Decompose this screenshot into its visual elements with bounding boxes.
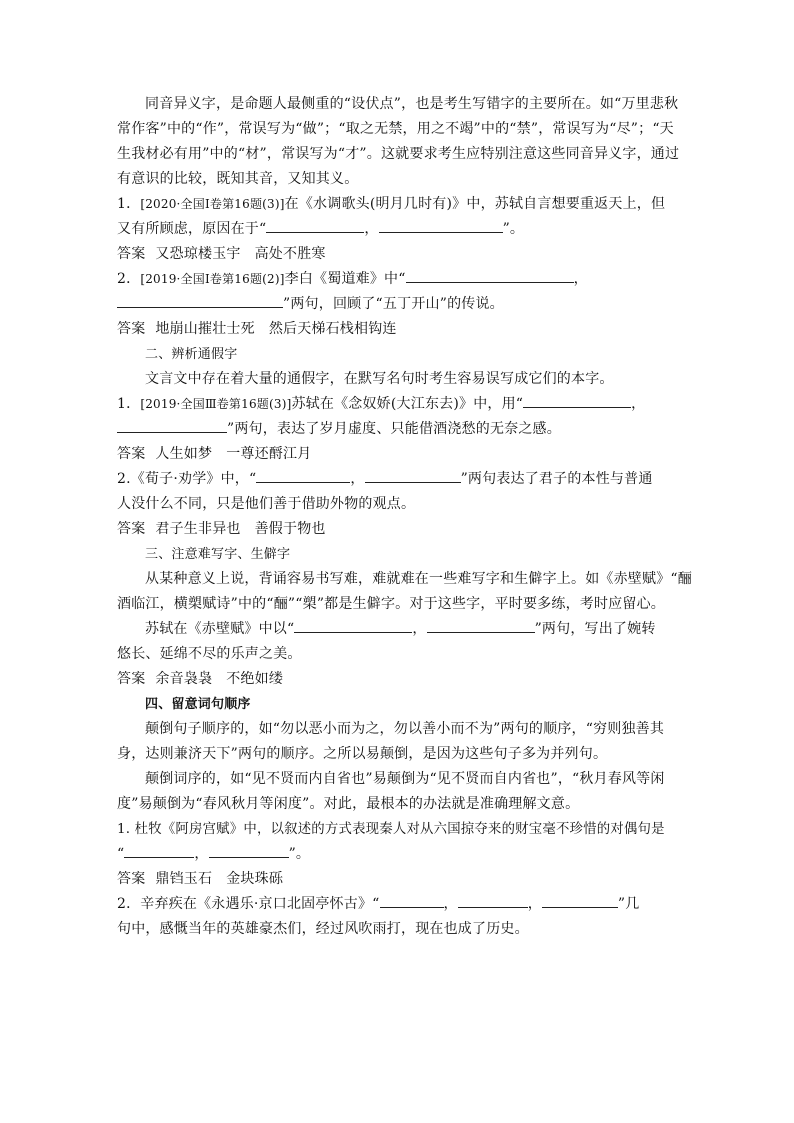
question-text: ”。 [288, 846, 311, 862]
question-number: 1． [117, 196, 141, 212]
answer-label: 答案 [117, 521, 146, 537]
question-text: 苏轼在《念奴娇(大江东去)》中，用“ [291, 396, 524, 412]
question-text: 又有所顾虑，原因在于“ [117, 221, 267, 237]
paragraph-line: 度”易颠倒为“春风秋月等闲度”。对此，最根本的办法就是准确理解文意。 [117, 796, 580, 812]
answer-blank[interactable] [124, 843, 194, 858]
section-heading: 三、注意难写字、生僻字 [145, 547, 291, 562]
answer-blank[interactable] [379, 218, 503, 233]
question-text: “ [117, 846, 125, 862]
answer-blank[interactable] [256, 468, 350, 483]
paragraph-line: 身，达则兼济天下”两句的顺序。之所以易颠倒，是因为这些句子多为并列句。 [117, 746, 608, 762]
document-page [117, 92, 692, 942]
answer-text: 又恐琼楼玉宇 [155, 246, 241, 262]
paragraph-line: 有意识的比较，既知其音，又知其义。 [117, 171, 359, 187]
comma: ， [194, 846, 209, 862]
answer-line [117, 867, 677, 892]
question-line: 句中，感慨当年的英雄豪杰们，经过风吹雨打，现在也成了历史。 [117, 921, 529, 937]
question-text: 2.《荀子·劝学》中，“ [117, 471, 257, 487]
comma: ， [364, 221, 379, 237]
answer-blank[interactable] [117, 418, 227, 433]
question-line [117, 467, 677, 492]
answer-text: 地崩山摧壮士死 [155, 321, 255, 337]
answer-line [117, 317, 677, 342]
question-line: 悠长、延绵不尽的乐声之美。 [117, 646, 302, 662]
question-source: [2019·全国Ⅲ卷第16题(3)] [140, 397, 292, 411]
answer-label: 答案 [117, 446, 146, 462]
answer-blank[interactable] [365, 468, 461, 483]
paragraph-line: 颠倒词序的，如“见不贤而内自省也”易颠倒为“见不贤而自内省也”，“秋月春风等闲 [145, 771, 665, 787]
answer-text: 余音袅袅 [155, 671, 213, 687]
paragraph-line: 生我材必有用”中的“材”，常误写为“才”。这就要求考生应特别注意这些同音异义字，通过 [117, 146, 680, 162]
comma: ， [443, 896, 458, 912]
answer-blank[interactable] [294, 618, 412, 633]
paragraph-line: 文言文中存在着大量的通假字，在默写名句时考生容易误写成它们的本字。 [145, 371, 614, 387]
answer-label: 答案 [117, 321, 146, 337]
comma: ， [527, 896, 542, 912]
question-line [117, 617, 677, 642]
comma: ， [573, 271, 588, 287]
answer-line [117, 442, 677, 467]
question-line [117, 417, 677, 442]
question-text: 李白《蜀道难》中“ [284, 271, 406, 287]
paragraph-line: 同音异义字，是命题人最侧重的“设伏点”，也是考生写错字的主要所在。如“万里悲秋 [145, 96, 679, 112]
question-line [117, 267, 677, 292]
paragraph-line: 常作客”中的“作”，常误写为“做”；“取之无禁，用之不竭”中的“禁”，常误写为“尽”；“天 [117, 121, 674, 137]
answer-text: 金块珠砾 [226, 871, 284, 887]
question-text: ”两句，写出了婉转 [534, 621, 656, 637]
question-line [117, 217, 677, 242]
question-text: ”。 [502, 221, 525, 237]
answer-blank[interactable] [117, 293, 283, 308]
question-line [117, 292, 677, 317]
question-line [117, 392, 677, 417]
answer-text: 人生如梦 [155, 446, 213, 462]
question-line [117, 892, 677, 917]
answer-blank[interactable] [266, 218, 364, 233]
comma: ， [350, 471, 365, 487]
question-text: ”两句表达了君子的本性与普通 [460, 471, 653, 487]
question-text: 在《水调歌头(明月几时有)》中，苏轼自言想要重返天上，但 [284, 196, 666, 212]
question-source: [2019·全国Ⅰ卷第16题(2)] [140, 272, 285, 286]
answer-blank[interactable] [209, 843, 289, 858]
answer-blank[interactable] [542, 893, 618, 908]
question-number: 1． [117, 396, 141, 412]
comma: ， [412, 621, 427, 637]
answer-label: 答案 [117, 671, 146, 687]
answer-text: 高处不胜寒 [254, 246, 326, 262]
answer-text: 鼎铛玉石 [155, 871, 213, 887]
question-text: ”几 [617, 896, 640, 912]
answer-blank[interactable] [523, 393, 631, 408]
paragraph-line: 酒临江，横槊赋诗”中的“酾”“槊”都是生僻字。对于这些字，平时要多练，考时应留心。 [117, 596, 665, 612]
answer-text: 不绝如缕 [226, 671, 284, 687]
paragraph-line: 从某种意义上说，背诵容易书写难，难就难在一些难写字和生僻字上。如《赤壁赋》“酾 [145, 571, 692, 587]
answer-text: 然后天梯石栈相钩连 [268, 321, 397, 337]
question-line [117, 192, 677, 217]
comma: ， [631, 396, 646, 412]
answer-text: 君子生非异也 [155, 521, 241, 537]
paragraph-line: 颠倒句子顺序的，如“勿以恶小而为之，勿以善小而不为”两句的顺序，“穷则独善其 [145, 721, 665, 737]
question-text: 苏轼在《赤壁赋》中以“ [145, 621, 295, 637]
answer-label: 答案 [117, 871, 146, 887]
answer-text: 一尊还酹江月 [226, 446, 312, 462]
answer-blank[interactable] [380, 893, 444, 908]
question-text: 2．辛弃疾在《永遇乐·京口北固亭怀古》“ [117, 896, 380, 912]
question-text: ”两句，表达了岁月虚度、只能借酒浇愁的无奈之感。 [227, 421, 561, 437]
answer-line [117, 517, 677, 542]
answer-line [117, 667, 677, 692]
question-line [117, 842, 677, 867]
answer-label: 答案 [117, 246, 146, 262]
answer-blank[interactable] [406, 268, 574, 283]
answer-blank[interactable] [427, 618, 535, 633]
answer-text: 善假于物也 [254, 521, 326, 537]
question-line: 1. 杜牧《阿房宫赋》中，以叙述的方式表现秦人对从六国掠夺来的财宝毫不珍惜的对偶句是 [117, 822, 665, 837]
question-line: 人没什么不同，只是他们善于借助外物的观点。 [117, 496, 416, 512]
section-heading: 四、留意词句顺序 [145, 697, 251, 712]
section-heading: 二、辨析通假字 [145, 347, 238, 362]
answer-blank[interactable] [458, 893, 528, 908]
answer-line [117, 242, 677, 267]
question-text: ”两句，回顾了“五丁开山”的传说。 [283, 296, 504, 312]
question-number: 2． [117, 271, 141, 287]
question-source: [2020·全国Ⅰ卷第16题(3)] [140, 197, 285, 211]
